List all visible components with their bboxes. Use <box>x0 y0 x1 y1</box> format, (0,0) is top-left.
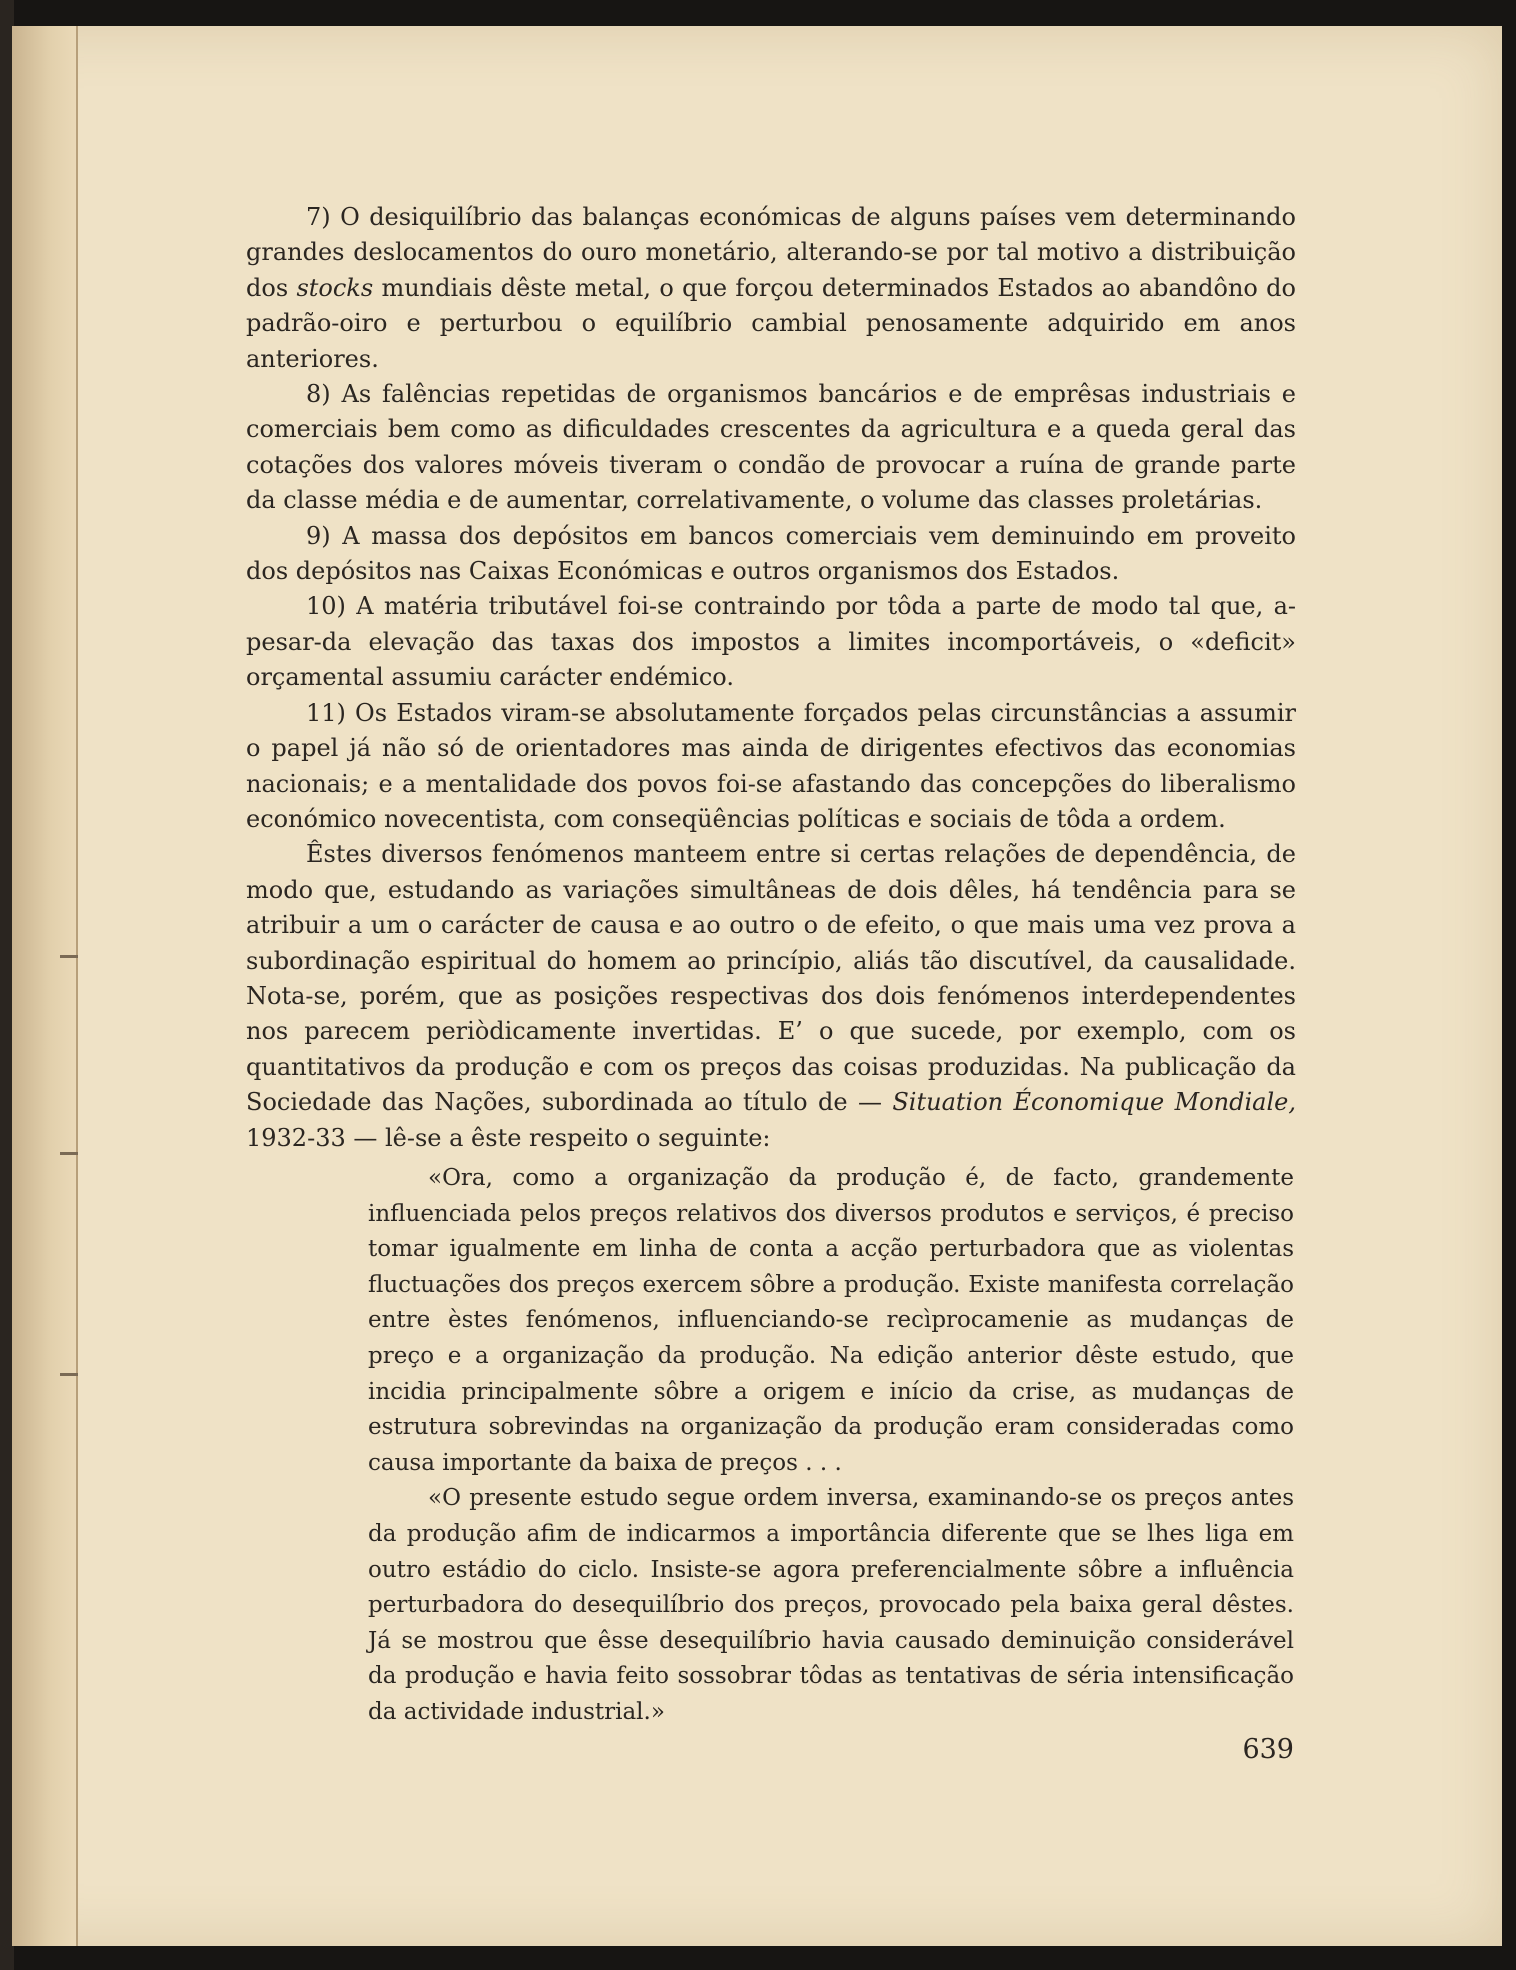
body-text <box>246 200 1296 1156</box>
paragraph-phenomena: Êstes diversos fenómenos manteem entre si certas relações de dependência, de modo que, estudando as variações simultâneas de dois dêles, há tendência para se atribuir a um o carácter de causa e ao outro o de efeito, o que mais uma vez prova a subordinação espiritual do homem ao princípio, aliás tão discutível, da causalidade. Nota-se, porém, que as posições respectivas dos dois fenómenos interdependentes nos parecem periòdicamente invertidas. E’ o que sucede, por exemplo, com os quantitativos da produção e com os preços das coisas produzidas. Na publicação da Sociedade das Nações, subordinada ao título de — Situation Économique Mondiale, 1932-33 — lê-se a êste respeito o seguinte: <box>246 840 1296 1152</box>
block-quote <box>368 1161 1294 1731</box>
quote-paragraph-1: «Ora, como a organização da produção é, de facto, grandemente influenciada pelos preços relativos dos diversos produtos e serviços, é preciso tomar igualmente em linha de conta a acção perturbadora que as violentas fluctuações dos preços exercem sôbre a produção. Existe manifesta correlação entre èstes fenómenos, influenciando-se recìprocamenie as mudanças de preço e a organização da produção. Na edição anterior dêste estudo, que incidia principalmente sôbre a origem e início da crise, as mudanças de estrutura sobrevindas na organização da produção eram consideradas como causa importante da baixa de preços . . . <box>368 1165 1294 1476</box>
previous-page-strip <box>12 26 78 1946</box>
quote-paragraph-2: «O presente estudo segue ordem inversa, examinando-se os preços antes da produção afim de indicarmos a importância diferente que se lhes liga em outro estádio do ciclo. Insiste-se agora preferencialmente sôbre a influência perturbadora do desequilíbrio dos preços, provocado pela baixa geral dêstes. Já se mostrou que êsse desequilíbrio havia causado deminuição considerável da produção e havia feito sossobrar tôdas as tentativas de séria intensificação da actividade industrial.» <box>368 1485 1294 1725</box>
paragraph-8: 8) As falências repetidas de organismos bancários e de emprêsas industriais e comerciais bem como as dificuldades crescentes da agricultura e a queda geral das cotações dos valores móveis tiveram o condão de provocar a ruína de grande parte da classe média e de aumentar, correlativamente, o volume das classes proletárias. <box>246 380 1296 515</box>
page-number: 639 <box>1242 1734 1294 1765</box>
paragraph-9: 9) A massa dos depósitos em bancos comerciais vem deminuindo em proveito dos depósitos nas Caixas Económicas e outros organismos dos Estados. <box>246 521 1296 586</box>
fold-mark <box>60 1152 78 1155</box>
paragraph-10: 10) A matéria tributável foi-se contraindo por tôda a parte de modo tal que, a-pesar-da elevação das taxas dos impostos a limites incomportáveis, o «deficit» orçamental assumiu carácter endémico. <box>246 592 1296 692</box>
paragraph-11: 11) Os Estados viram-se absolutamente forçados pelas circunstâncias a assumir o papel já não só de orientadores mas ainda de dirigentes efectivos das economias nacionais; e a mentalidade dos povos foi-se afastando das concepções do liberalismo económico novecentista, com conseqüências políticas e sociais de tôda a ordem. <box>246 698 1296 833</box>
fold-mark <box>60 1373 78 1376</box>
publication-title: Situation Économique Mondiale, <box>892 1088 1296 1117</box>
paragraph-7: 7) O desiquilíbrio das balanças económicas de alguns países vem determinando grandes deslocamentos do ouro monetário, alterando-se por tal motivo a distribuição dos stocks mundiais dêste metal, o que forçou determinados Estados ao abandôno do padrão-oiro e perturbou o equilíbrio cambial penosamente adquirido em anos anteriores. <box>246 203 1296 373</box>
fold-mark <box>60 955 78 958</box>
